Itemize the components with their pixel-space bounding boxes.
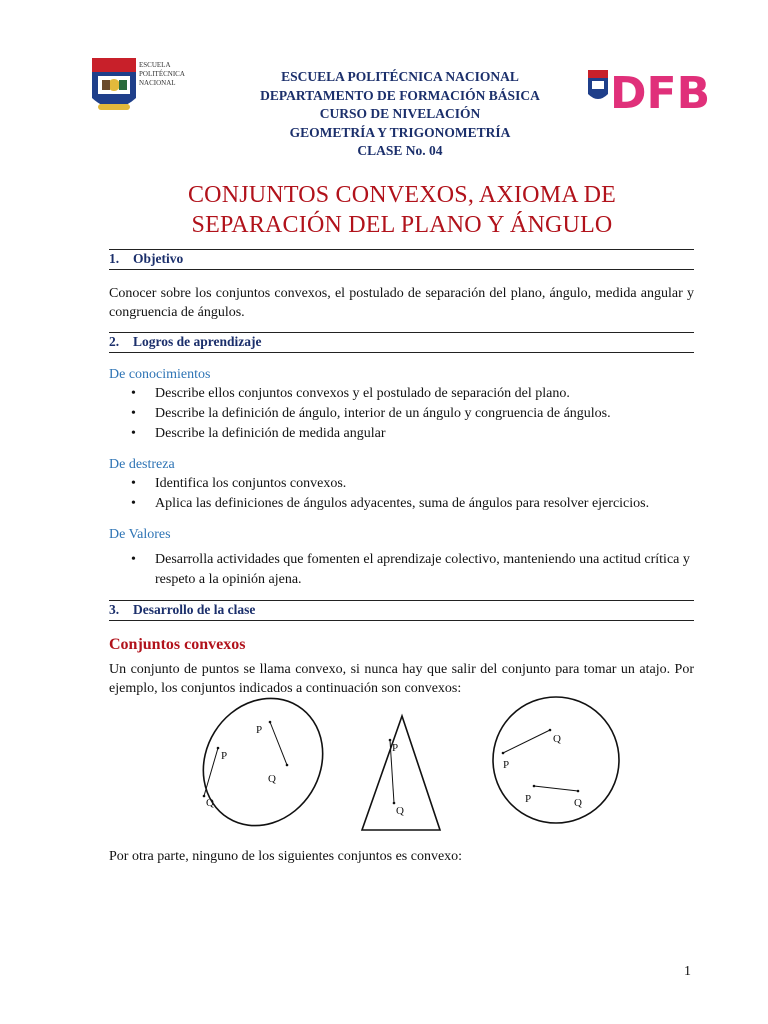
segment-pq [534, 786, 578, 791]
subheading-valores: De Valores [109, 527, 171, 542]
list-valores [109, 550, 694, 590]
label-p: P [392, 742, 399, 754]
objetivo-paragraph: Conocer sobre los conjuntos convexos, el postulado de separación del plano, ángulo, medida angular y congruencia de ángulos. [109, 286, 694, 320]
list-item: • Describe la definición de medida angular [109, 424, 694, 444]
point-q [549, 729, 552, 732]
label-p: P [525, 793, 532, 805]
point-p [217, 747, 220, 750]
section-label: Objetivo [133, 251, 184, 266]
list-item: • Describe la definición de ángulo, interior de un ángulo y congruencia de ángulos. [109, 404, 694, 424]
intro-paragraph: Un conjunto de puntos se llama convexo, si nunca hay que salir del conjunto para tomar un atajo. Por ejemplo, los conjuntos indicados a continuación son convexos: [109, 662, 694, 696]
outro-paragraph: Por otra parte, ninguno de los siguientes conjuntos es convexo: [109, 849, 463, 864]
point-p [533, 785, 536, 788]
list-conocimientos [109, 384, 694, 444]
list-item: • Describe ellos conjuntos convexos y el postulado de separación del plano. [109, 384, 694, 404]
header-line: ESCUELA POLITÉCNICA NACIONAL [281, 69, 519, 84]
list-item: • Identifica los conjuntos convexos. [109, 474, 694, 494]
point-q [577, 790, 580, 793]
section-number: 1. [109, 251, 120, 266]
section-label: Logros de aprendizaje [133, 334, 262, 349]
epn-logo [92, 56, 192, 118]
subsection-title: Conjuntos convexos [109, 636, 246, 653]
epn-logo-line: ESCUELA [139, 61, 171, 69]
point-p [389, 739, 392, 742]
label-q: Q [553, 733, 561, 745]
header-line: CURSO DE NIVELACIÓN [319, 106, 481, 121]
title-line: CONJUNTOS CONVEXOS, AXIOMA DE [187, 182, 617, 208]
section-number: 3. [109, 602, 120, 617]
title-line: SEPARACIÓN DEL PLANO Y ÁNGULO [191, 212, 613, 238]
section-heading-logros [109, 332, 694, 353]
label-q: Q [574, 797, 582, 809]
circle-set-shape [493, 697, 619, 823]
epn-logo-line: POLITÉCNICA [139, 70, 185, 78]
epn-shield-icon [92, 56, 192, 118]
section-heading-desarrollo [109, 600, 694, 621]
list-item: • Aplica las definiciones de ángulos adyacentes, suma de ángulos para resolver ejercicios. [109, 494, 694, 514]
point-p [502, 752, 505, 755]
subheading-destreza: De destreza [109, 457, 175, 472]
list-item: • Desarrolla actividades que fomenten el aprendizaje colectivo, manteniendo una actitud crítica y respeto a la opinión ajena. [109, 550, 694, 590]
convex-sets-figure [180, 700, 640, 836]
label-q: Q [206, 797, 214, 809]
epn-logo-line: NACIONAL [139, 79, 176, 87]
section-label: Desarrollo de la clase [133, 602, 256, 617]
segment-pq [503, 730, 550, 753]
point-p [269, 721, 272, 724]
label-q: Q [268, 773, 276, 785]
section-number: 2. [109, 334, 120, 349]
subheading-conocimientos: De conocimientos [109, 367, 211, 382]
point-q [286, 764, 289, 767]
institution-header [190, 68, 610, 161]
dfb-logo-text: DFB [610, 68, 711, 119]
label-p: P [256, 724, 263, 736]
document-title [110, 180, 694, 240]
point-q [203, 795, 206, 798]
header-line: CLASE No. 04 [357, 143, 443, 158]
ellipse-set-shape [180, 676, 347, 848]
label-q: Q [396, 805, 404, 817]
segment-pq [204, 748, 218, 796]
segment-pq [270, 722, 287, 765]
label-p: P [503, 759, 510, 771]
point-q [393, 802, 396, 805]
header-line: GEOMETRÍA Y TRIGONOMETRÍA [289, 124, 511, 140]
page-number: 1 [684, 964, 691, 979]
label-p: P [221, 750, 228, 762]
section-heading-objetivo [109, 249, 694, 270]
list-destreza [109, 474, 694, 514]
header-line: DEPARTAMENTO DE FORMACIÓN BÁSICA [260, 87, 540, 103]
